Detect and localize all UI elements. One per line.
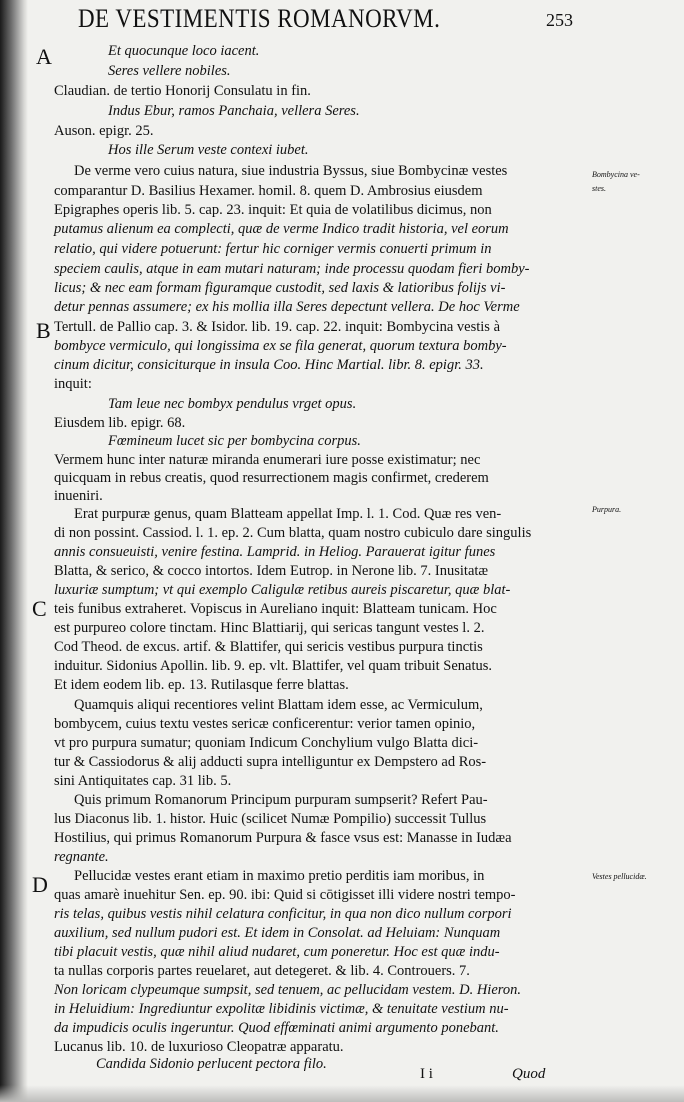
text-line: detur pennas assumere; ex his mollia illa Seres depectunt vellera. De hoc Verme bbox=[54, 299, 520, 315]
text-line: Epigraphes operis lib. 5. cap. 23. inquit: Et quia de volatilibus dicimus, non bbox=[54, 202, 492, 218]
text-line: lus Diaconus lib. 1. histor. Huic (scilicet Numæ Pompilio) successit Tullus bbox=[54, 811, 487, 827]
section-letter-a: A bbox=[36, 44, 52, 69]
text-line: Cod Theod. de excus. artif. & Blattifer, qui sericis vestibus purpura tinctis bbox=[54, 639, 483, 655]
text-line: Vermem hunc inter naturæ miranda enumerari iure posse existimatur; nec bbox=[54, 452, 481, 468]
text-line: di non possint. Cassiod. l. 1. ep. 2. Cum blatta, quam nostro cubiculo dare singulis bbox=[54, 525, 532, 541]
text-line: Hostilius, qui primus Romanorum Purpura & fasce vsus est: Manasse in Iudæa bbox=[54, 830, 512, 846]
section-letter-b: B bbox=[36, 318, 51, 343]
text-line: Fœmineum lucet sic per bombycina corpus. bbox=[108, 433, 361, 449]
catchword: Quod bbox=[512, 1066, 546, 1082]
text-line: comparantur D. Basilius Hexamer. homil. 8. quem D. Ambrosius eiusdem bbox=[54, 183, 483, 199]
margin-note-pellucidae: Vestes pellucidæ. bbox=[592, 872, 647, 881]
text-line: auxilium, sed nullum pudori est. Et idem in Consolat. ad Heluiam: Nunquam bbox=[54, 925, 501, 941]
text-line: quas amarè inuehitur Sen. ep. 90. ibi: Quid si cōtigisset illi videre nostri tempo- bbox=[54, 887, 516, 903]
text-line: regnante. bbox=[54, 849, 109, 865]
page-edge-shadow bbox=[0, 1085, 684, 1102]
text-line: Tam leue nec bombyx pendulus vrget opus. bbox=[108, 396, 357, 412]
text-line: Eiusdem lib. epigr. 68. bbox=[54, 415, 186, 431]
section-letter-d: D bbox=[32, 872, 48, 897]
section-letter-c: C bbox=[32, 596, 47, 621]
text-line: tur & Cassiodorus & alij adducti supra intelliguntur ex Dempstero ad Ros- bbox=[54, 754, 487, 770]
text-line: Lucanus lib. 10. de luxurioso Cleopatræ apparatu. bbox=[54, 1039, 344, 1055]
text-line: Candida Sidonio perlucent pectora filo. bbox=[96, 1056, 327, 1072]
text-line: Et idem eodem lib. ep. 13. Rutilasque ferre blattas. bbox=[54, 677, 349, 693]
text-line: Hos ille Serum veste contexi iubet. bbox=[108, 142, 309, 158]
text-line: Tertull. de Pallio cap. 3. & Isidor. lib. 19. cap. 22. inquit: Bombycina vestis à bbox=[54, 319, 501, 335]
text-line: licus; & nec eam formam figuramque custodit, sed laxis & latioribus folijs vi- bbox=[54, 280, 506, 296]
text-line: quicquam in rebus creatis, quod resurrectionem magis confirmet, crederem bbox=[54, 470, 489, 486]
text-line: inueniri. bbox=[54, 488, 103, 504]
page-number: 253 bbox=[546, 10, 573, 30]
text-line: Blatta, & serico, & cocco intortos. Idem Eutrop. in Nerone lib. 7. Inusitatæ bbox=[54, 563, 489, 579]
text-line: teis funibus extraheret. Vopiscus in Aureliano inquit: Blatteam tunicam. Hoc bbox=[54, 601, 497, 617]
text-line: luxuriæ sumptum; vt qui exemplo Caligulæ retibus aureis piscaretur, quæ blat- bbox=[54, 582, 511, 598]
margin-note-bombycina: Bombycina ve- bbox=[592, 170, 640, 179]
text-line: Pellucidæ vestes erant etiam in maximo pretio perditis iam moribus, in bbox=[74, 868, 485, 884]
text-line: relatio, qui videre potuerunt: fertur hic corniger vermis conuerti primum in bbox=[54, 241, 492, 257]
text-line: Seres vellere nobiles. bbox=[108, 63, 231, 79]
text-line: annis consueuisti, venire festina. Lamprid. in Heliog. Parauerat igitur funes bbox=[54, 544, 496, 560]
text-line: Et quocunque loco iacent. bbox=[108, 43, 260, 59]
text-line: putamus alienum ea complecti, quæ de verme Indico tradit historia, vel eorum bbox=[54, 221, 509, 237]
margin-note-purpura: Purpura. bbox=[592, 505, 622, 514]
text-line: De verme vero cuius natura, siue industria Byssus, siue Bombycinæ vestes bbox=[74, 163, 508, 179]
text-line: Quamquis aliqui recentiores velint Blattam idem esse, ac Vermiculum, bbox=[74, 697, 483, 713]
text-line: ris telas, quibus vestis nihil celatura conficitur, in qua non dico nullum corpori bbox=[54, 906, 512, 922]
text-line: in Heluidium: Ingrediuntur expolitæ libidinis victimæ, & tenuitate vestium nu- bbox=[54, 1001, 509, 1017]
text-line: Non loricam clypeumque sumpsit, sed tenuem, ac pellucidam vestem. D. Hieron. bbox=[54, 982, 521, 998]
running-title: DE VESTIMENTIS ROMANORVM. bbox=[78, 4, 441, 33]
text-line: cinum dicitur, consiciturque in insula Coo. Hinc Martial. libr. 8. epigr. 33. bbox=[54, 357, 484, 373]
text-line: Auson. epigr. 25. bbox=[54, 123, 154, 139]
text-line: da impudicis oculis ingeruntur. Quod effœminati animi argumento ponebant. bbox=[54, 1020, 499, 1036]
text-line: bombyce vermiculo, qui longissima ex se fila generat, quorum textura bomby- bbox=[54, 338, 507, 354]
text-line: vt pro purpura sumatur; quoniam Indicum Conchylium vulgo Blatta dici- bbox=[54, 735, 479, 751]
text-line: sini Antiquitates cap. 31 lib. 5. bbox=[54, 773, 232, 789]
margin-note-bombycina-cont: stes. bbox=[592, 184, 606, 193]
text-line: Quis primum Romanorum Principum purpuram sumpserit? Refert Pau- bbox=[74, 792, 488, 808]
text-line: Claudian. de tertio Honorij Consulatu in fin. bbox=[54, 83, 311, 99]
text-line: est purpureo colore tinctam. Hinc Blattiarij, qui sericas tangunt vestes l. 2. bbox=[54, 620, 485, 636]
text-line: Erat purpuræ genus, quam Blatteam appellat Imp. l. 1. Cod. Quæ res ven- bbox=[74, 506, 502, 522]
signature-mark: I i bbox=[420, 1066, 433, 1082]
text-line: tibi placuit vestis, quæ nihil aliud nudaret, cum poneretur. Hoc est quæ indu- bbox=[54, 944, 500, 960]
text-line: induitur. Sidonius Apollin. lib. 9. ep. vlt. Blattifer, vel quam tribuit Senatus. bbox=[54, 658, 493, 674]
text-line: bombycem, cuius textu vestes sericæ conficerentur: verior tamen opinio, bbox=[54, 716, 476, 732]
binding-shadow bbox=[0, 0, 28, 1102]
text-line: Indus Ebur, ramos Panchaia, vellera Seres. bbox=[108, 103, 360, 119]
text-line: inquit: bbox=[54, 376, 92, 392]
text-line: speciem caulis, atque in eam mutari naturam; inde processu quodam fieri bomby- bbox=[54, 261, 530, 277]
text-line: ta nullas corporis partes reuelaret, aut detegeret. & lib. 4. Controuers. 7. bbox=[54, 963, 470, 979]
